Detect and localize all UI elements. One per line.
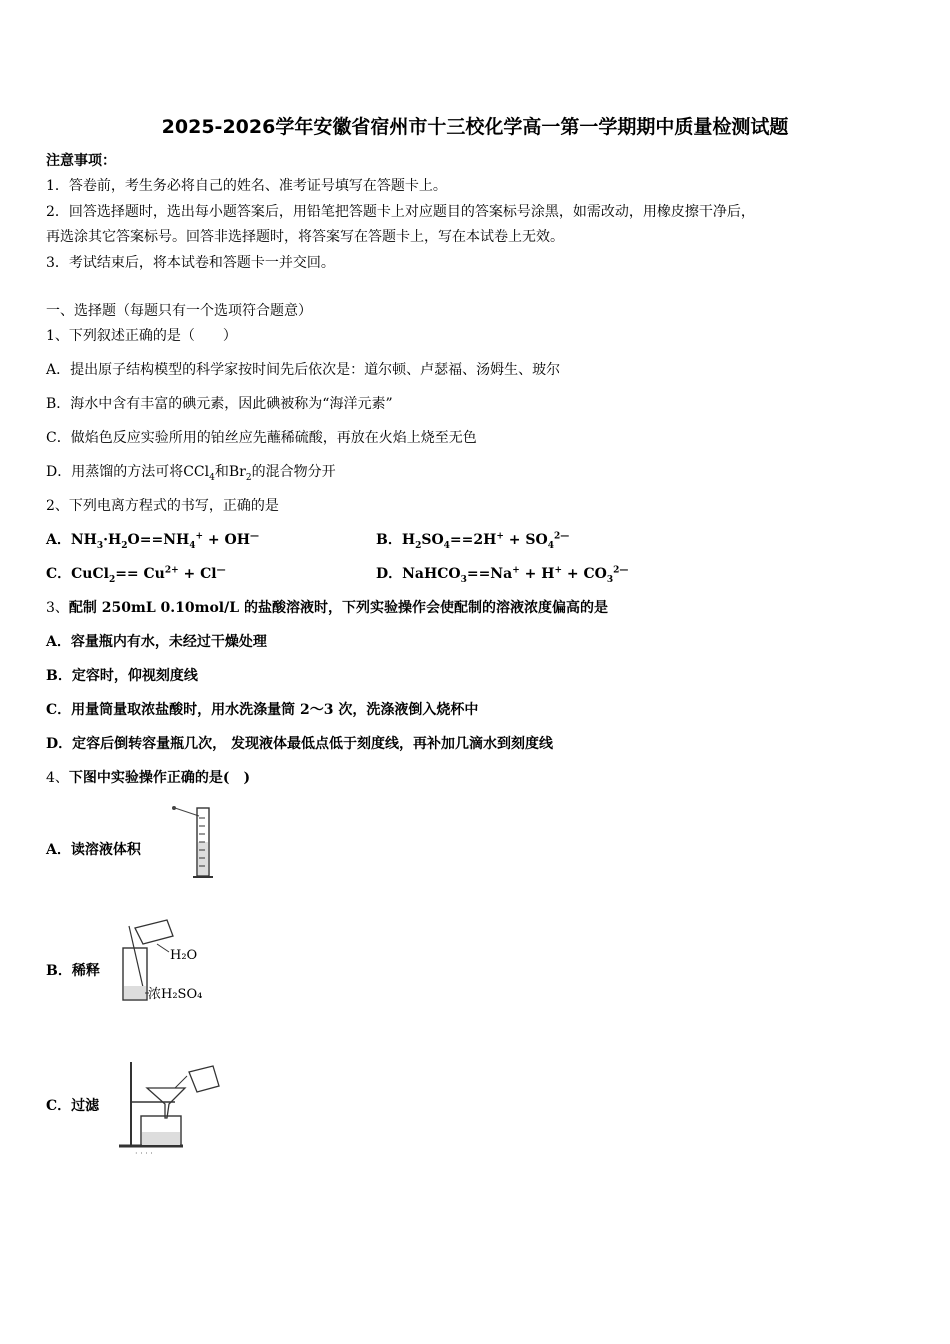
- glass-rod: [129, 926, 145, 996]
- notice-item-2-cont: 再选涂其它答案标号。回答非选择题时，将答案写在答题卡上，写在本试卷上无效。: [46, 229, 564, 245]
- tilted-beaker: [135, 920, 173, 944]
- figure-dots: · · · ·: [135, 1149, 153, 1158]
- notice-item-1: 1．答卷前，考生务必将自己的姓名、准考证号填写在答题卡上。: [46, 178, 447, 194]
- superscript: +: [496, 531, 504, 542]
- subscript: 4: [547, 540, 554, 551]
- superscript: 2—: [613, 565, 629, 576]
- sight-line: [175, 808, 199, 816]
- subscript: 4: [443, 540, 450, 551]
- acid-label: 浓H₂SO₄: [148, 987, 203, 1002]
- q3-option-d: D．定容后倒转容量瓶几次， 发现液体最低点低于刻度线，再补加几滴水到刻度线: [46, 736, 554, 752]
- eq-text: + CO: [562, 566, 607, 582]
- eq-text: D．NaHCO: [376, 566, 461, 582]
- q4-stem: [46, 768, 250, 788]
- subscript: 4: [209, 472, 215, 483]
- q3-option-c: C．用量筒量取浓盐酸时，用水洗涤量筒 2～3 次，洗涤液倒入烧杯中: [46, 702, 479, 718]
- dilution-figure: [115, 918, 215, 1008]
- superscript: +: [554, 565, 562, 576]
- exam-title: 2025-2026学年安徽省宿州市十三校化学高一第一学期期中质量检测试题: [161, 116, 789, 138]
- water-label: H₂O: [170, 948, 198, 963]
- superscript: —: [216, 565, 226, 576]
- q4-option-b: B．稀释: [46, 963, 100, 979]
- q2-option-a: [46, 530, 259, 550]
- q1-option-c: C．做焰色反应实验所用的铂丝应先蘸稀硫酸，再放在火焰上烧至无色: [46, 430, 477, 446]
- superscript: +: [195, 531, 204, 542]
- superscript: 2+: [164, 565, 179, 576]
- q1-d-text: 和Br: [214, 464, 246, 480]
- q1-stem: 1、下列叙述正确的是（ ）: [46, 328, 237, 344]
- q2-option-d: [376, 564, 628, 584]
- q2-option-b: [376, 530, 569, 550]
- eq-text: == Cu: [115, 566, 165, 582]
- q3-option-a: A．容量瓶内有水，未经过干燥处理: [46, 634, 267, 650]
- eq-text: + Cl: [178, 566, 217, 582]
- eq-text: B．H: [376, 532, 416, 548]
- superscript: +: [512, 565, 520, 576]
- superscript: —: [249, 531, 259, 542]
- eq-text: ==2H: [449, 532, 497, 548]
- q4-text: 下图中实验操作正确的是( ): [68, 770, 251, 786]
- eq-text: + OH: [203, 532, 250, 548]
- notice-item-3: 3．考试结束后，将本试卷和答题卡一并交回。: [46, 255, 335, 271]
- subscript: 3: [96, 540, 104, 551]
- q1-option-d: [46, 462, 336, 482]
- q3-text: 配制 250mL 0.10mol/L 的盐酸溶液时，下列实验操作会使配制的溶液浓度偏高的是: [68, 600, 608, 616]
- q4-option-c: C．过滤: [46, 1098, 100, 1114]
- q3-stem: [46, 598, 608, 618]
- pouring-beaker: [189, 1066, 219, 1092]
- q1-d-text: D．用蒸馏的方法可将CCl: [46, 464, 210, 480]
- eq-text: C．CuCl: [46, 566, 109, 582]
- subscript: 3: [606, 574, 614, 585]
- graduated-cylinder-figure: [165, 802, 225, 882]
- subscript: 2: [121, 540, 128, 551]
- subscript: 2: [108, 574, 116, 585]
- eq-text: ==Na: [466, 566, 513, 582]
- acid-liquid: [124, 986, 146, 999]
- superscript: 2—: [553, 531, 570, 542]
- subscript: 4: [189, 540, 196, 551]
- eq-text: + H: [519, 566, 555, 582]
- funnel: [147, 1088, 185, 1118]
- label-pointer: [157, 944, 169, 952]
- section-heading: 一、选择题（每题只有一个选项符合题意）: [46, 303, 312, 319]
- eye-point: [172, 806, 176, 810]
- filtrate-liquid: [142, 1132, 180, 1145]
- q1-option-a: A．提出原子结构模型的科学家按时间先后依次是：道尔顿、卢瑟福、汤姆生、玻尔: [46, 362, 561, 378]
- eq-text: ·H: [103, 532, 122, 548]
- filtration-figure: [115, 1058, 225, 1158]
- eq-text: O==NH: [127, 532, 190, 548]
- eq-text: + SO: [503, 532, 548, 548]
- q1-option-b: B．海水中含有丰富的碘元素，因此碘被称为“海洋元素”: [46, 396, 393, 412]
- q1-d-text: 的混合物分开: [251, 464, 336, 480]
- q2-stem: 2、下列电离方程式的书写，正确的是: [46, 498, 279, 514]
- subscript: 3: [460, 574, 467, 585]
- q4-option-a: A．读溶液体积: [46, 842, 141, 858]
- pour-stream: [175, 1076, 187, 1088]
- notice-item-2: 2．回答选择题时，选出每小题答案后，用铅笔把答题卡上对应题目的答案标号涂黑，如需改动，用橡皮擦干净后，: [46, 204, 755, 220]
- eq-text: SO: [421, 532, 444, 548]
- notice-heading: 注意事项：: [46, 153, 116, 169]
- eq-text: A．NH: [46, 532, 97, 548]
- q4-number: 4、: [46, 770, 69, 786]
- q3-number: 3、: [46, 600, 69, 616]
- subscript: 2: [245, 472, 252, 483]
- q3-option-b: B．定容时，仰视刻度线: [46, 668, 198, 684]
- subscript: 2: [415, 540, 422, 551]
- q2-option-c: [46, 564, 226, 584]
